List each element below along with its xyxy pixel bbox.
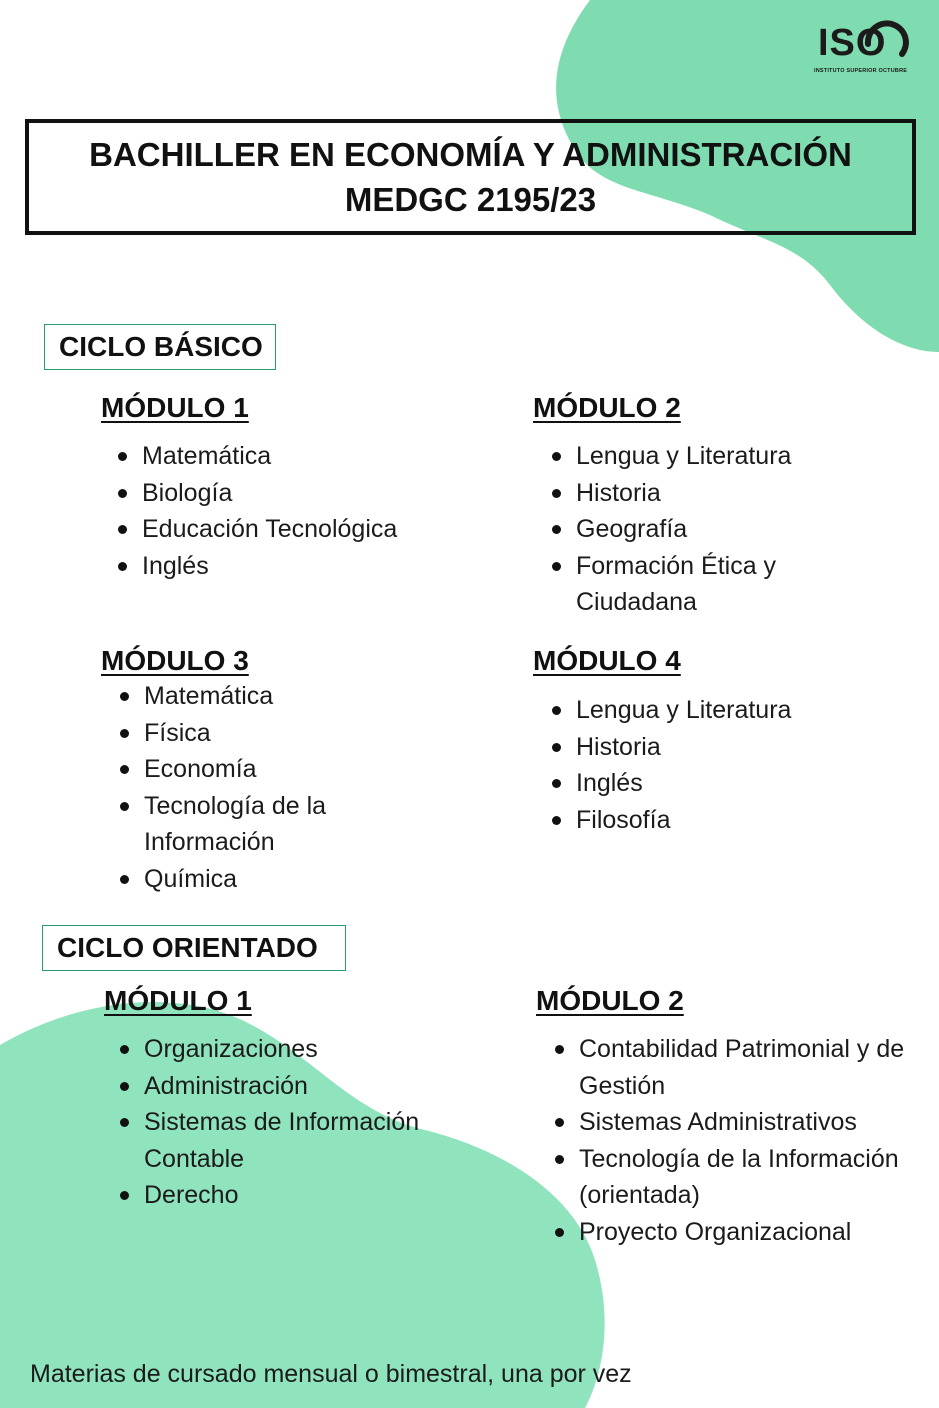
list-item: Química [120, 861, 370, 898]
basico-modulo-1-title: MÓDULO 1 [101, 392, 249, 423]
list-item: Lengua y Literatura [552, 692, 852, 729]
logo-ring-icon [860, 14, 916, 64]
logo-subtitle: INSTITUTO SUPERIOR OCTUBRE [814, 68, 908, 74]
list-item: Educación Tecnológica [118, 511, 478, 548]
list-item: Inglés [118, 548, 478, 585]
list-item: Filosofía [552, 802, 852, 839]
list-item: Física [120, 715, 370, 752]
orientado-modulo-1-list [120, 1031, 465, 1214]
list-item: Matemática [118, 438, 478, 475]
iso-logo [812, 8, 922, 78]
resolution-code: MEDGC 2195/23 [344, 181, 597, 218]
ciclo-orientado-label: CICLO ORIENTADO [42, 925, 346, 971]
list-item: Formación Ética y Ciudadana [552, 548, 827, 621]
list-item: Organizaciones [120, 1031, 465, 1068]
basico-modulo-3-title: MÓDULO 3 [101, 645, 249, 676]
list-item: Biología [118, 475, 478, 512]
orientado-modulo-2-list [555, 1031, 925, 1250]
list-item: Derecho [120, 1177, 465, 1214]
list-item: Proyecto Organizacional [555, 1214, 925, 1251]
page-title: BACHILLER EN ECONOMÍA Y ADMINISTRACIÓN [89, 136, 852, 173]
basico-modulo-3-list [120, 678, 370, 897]
basico-modulo-2-list [552, 438, 827, 621]
list-item: Sistemas Administrativos [555, 1104, 925, 1141]
list-item: Historia [552, 729, 852, 766]
basico-modulo-1-list [118, 438, 478, 584]
list-item: Tecnología de la Información [120, 788, 370, 861]
orientado-modulo-1-title: MÓDULO 1 [104, 985, 252, 1016]
list-item: Lengua y Literatura [552, 438, 827, 475]
list-item: Historia [552, 475, 827, 512]
ciclo-basico-label: CICLO BÁSICO [44, 324, 276, 370]
list-item: Sistemas de Información Contable [120, 1104, 465, 1177]
list-item: Tecnología de la Información (orientada) [555, 1141, 925, 1214]
footer-note: Materias de cursado mensual o bimestral, una por vez [30, 1360, 632, 1388]
title-box [25, 119, 916, 235]
orientado-modulo-2-title: MÓDULO 2 [536, 985, 684, 1016]
list-item: Matemática [120, 678, 370, 715]
list-item: Inglés [552, 765, 852, 802]
list-item: Geografía [552, 511, 827, 548]
basico-modulo-4-title: MÓDULO 4 [533, 645, 681, 676]
logo-mark: ISO [818, 22, 887, 64]
list-item: Administración [120, 1068, 465, 1105]
basico-modulo-2-title: MÓDULO 2 [533, 392, 681, 423]
list-item: Contabilidad Patrimonial y de Gestión [555, 1031, 925, 1104]
list-item: Economía [120, 751, 370, 788]
basico-modulo-4-list [552, 692, 852, 838]
